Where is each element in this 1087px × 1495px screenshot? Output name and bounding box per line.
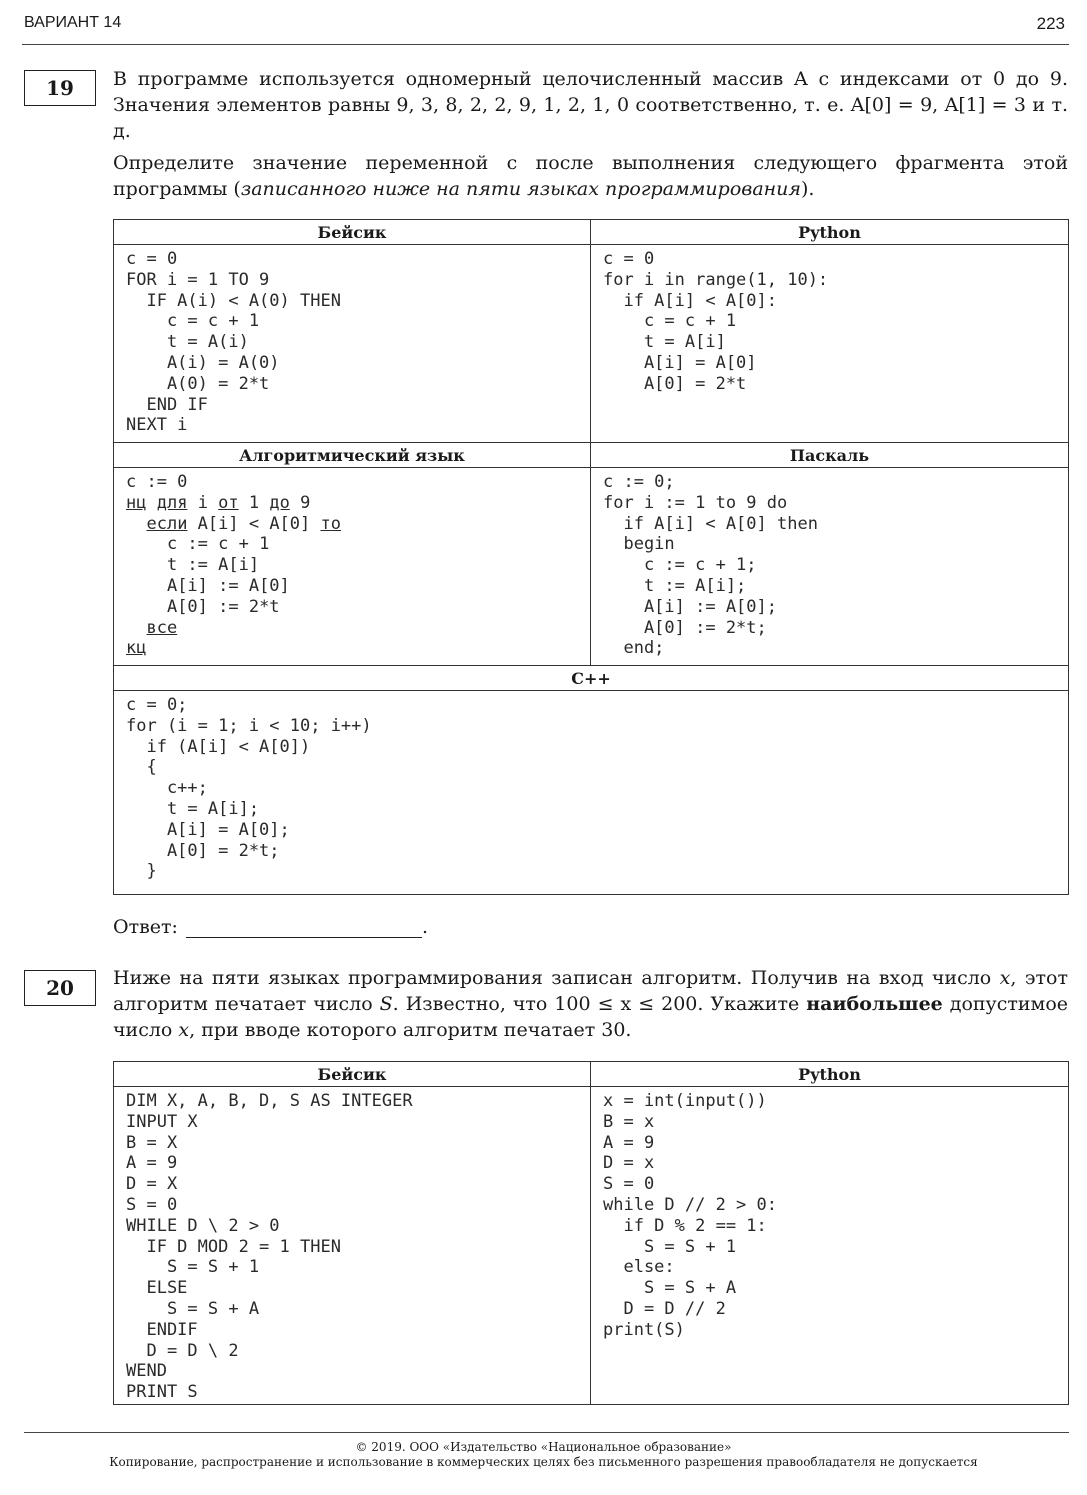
q19-cell-basic [114,245,591,443]
q19-code-basic: c = 0 FOR i = 1 TO 9 IF A(i) < A(0) THEN c = c + 1 t = A(i) A(i) = A(0) A(0) = 2*t END IF NEXT i [126,249,341,436]
page-number: 223 [1036,14,1065,33]
q20-cell-python [591,1087,1069,1405]
answer-dot: . [421,916,428,938]
algo-text: 1 [238,492,270,513]
question-number-19: 19 [24,70,96,106]
question-number-20: 20 [24,970,96,1006]
answer-line [113,916,428,938]
q19-header-pascal: Паскаль [591,443,1069,468]
algo-keyword: нц [126,492,147,513]
q19-cell-algo [114,468,591,666]
footer-copyright: © 2019. ООО «Издательство «Национальное образование» [355,1440,732,1454]
q19-header-basic: Бейсик [114,220,591,245]
algo-line: c := c + 1 [166,534,270,555]
algo-line: t := A[i] [166,555,260,576]
algo-keyword: до [269,492,290,513]
footer-divider [24,1432,1069,1433]
q20-bold-word: наибольшее [806,993,943,1015]
q19-header-cpp: С++ [114,666,1069,691]
q19-cell-cpp [114,691,1069,895]
q20-var-x: x [178,1019,190,1041]
q20-header-basic: Бейсик [114,1062,591,1087]
q19-header-python: Python [591,220,1069,245]
variant-label: ВАРИАНТ 14 [24,14,122,31]
algo-keyword: для [156,492,188,513]
algo-line: c := 0 [126,472,188,492]
algo-line: A[i] := A[0] [166,575,290,596]
q19-code-algo [126,472,590,659]
q19-code-table [113,219,1069,895]
page-header [24,14,1065,38]
algo-keyword: если [146,513,188,534]
algo-keyword: все [146,617,178,638]
footer-notice: Копирование, распространение и использование в коммерческих целях без письменного разрешения правообладателя не допускается [109,1455,978,1469]
q19-header-algo: Алгоритмический язык [114,443,591,468]
q19-task-text: Определите значение переменной c после выполнения следующего фрагмента этой программы ( [113,152,1068,200]
header-divider [22,44,1069,45]
q20-text-part: допустимое число [113,993,1069,1041]
q20-var-s: S [379,993,393,1015]
q19-task [113,150,1068,202]
q20-text-part: . Известно, что 100 ≤ x ≤ 200. Укажите [392,993,807,1015]
answer-blank[interactable] [186,917,422,938]
q19-cell-python [591,245,1069,443]
q20-code-basic: DIM X, A, B, D, S AS INTEGER INPUT X B = X A = 9 D = X S = 0 WHILE D \ 2 > 0 IF D MOD 2 = 1 THEN S = S + 1 ELSE S = S + A ENDIF D = D \ 2 WEND PRINT S [126,1091,413,1403]
algo-keyword: кц [126,638,147,659]
q20-code-table [113,1061,1069,1405]
q20-var-x: x [999,967,1011,989]
q20-text [113,965,1068,1043]
algo-keyword: то [320,513,341,534]
q20-text-part: , при вводе которого алгоритм печатает 30. [189,1019,632,1041]
q20-cell-basic [114,1087,591,1405]
algo-keyword: от [218,492,239,513]
q19-code-pascal: c := 0; for i := 1 to 9 do if A[i] < A[0] then begin c := c + 1; t := A[i]; A[i] := A[0]; A[0] := 2*t; end; [603,472,818,659]
algo-text: 9 [289,492,311,513]
q19-code-cpp: c = 0; for (i = 1; i < 10; i++) if (A[i] < A[0]) { c++; t = A[i]; A[i] = A[0]; A[0] = 2*t; } [126,695,372,882]
q19-code-python: c = 0 for i in range(1, 10): if A[i] < A[0]: c = c + 1 t = A[i] A[i] = A[0] A[0] = 2*t [603,249,829,394]
algo-text: A[i] < A[0] [187,513,321,534]
q19-cell-pascal [591,468,1069,666]
q19-task-end: ). [801,178,815,200]
answer-label: Ответ: [113,916,178,938]
algo-line: A[0] := 2*t [166,596,280,617]
q20-code-python: x = int(input()) B = x A = 9 D = x S = 0 while D // 2 > 0: if D % 2 == 1: S = S + 1 else: S = S + A D = D // 2 print(S) [603,1091,777,1340]
q20-header-python: Python [591,1062,1069,1087]
q20-text-part: Ниже на пяти языках программирования записан алгоритм. Получив на вход число [113,967,1000,989]
algo-text: i [187,492,219,513]
q19-task-italic: записанного ниже на пяти языках программирования [240,178,801,200]
q20-text-part: , этот алгоритм печатает число [113,967,1068,1015]
q19-intro: В программе используется одномерный целочисленный массив A с индексами от 0 до 9. Значения элементов равны 9, 3, 8, 2, 2, 9, 1, 2, 1, 0 соответственно, т. е. A[0] = 9, A[1] = 3 и т. д. [113,68,1068,142]
